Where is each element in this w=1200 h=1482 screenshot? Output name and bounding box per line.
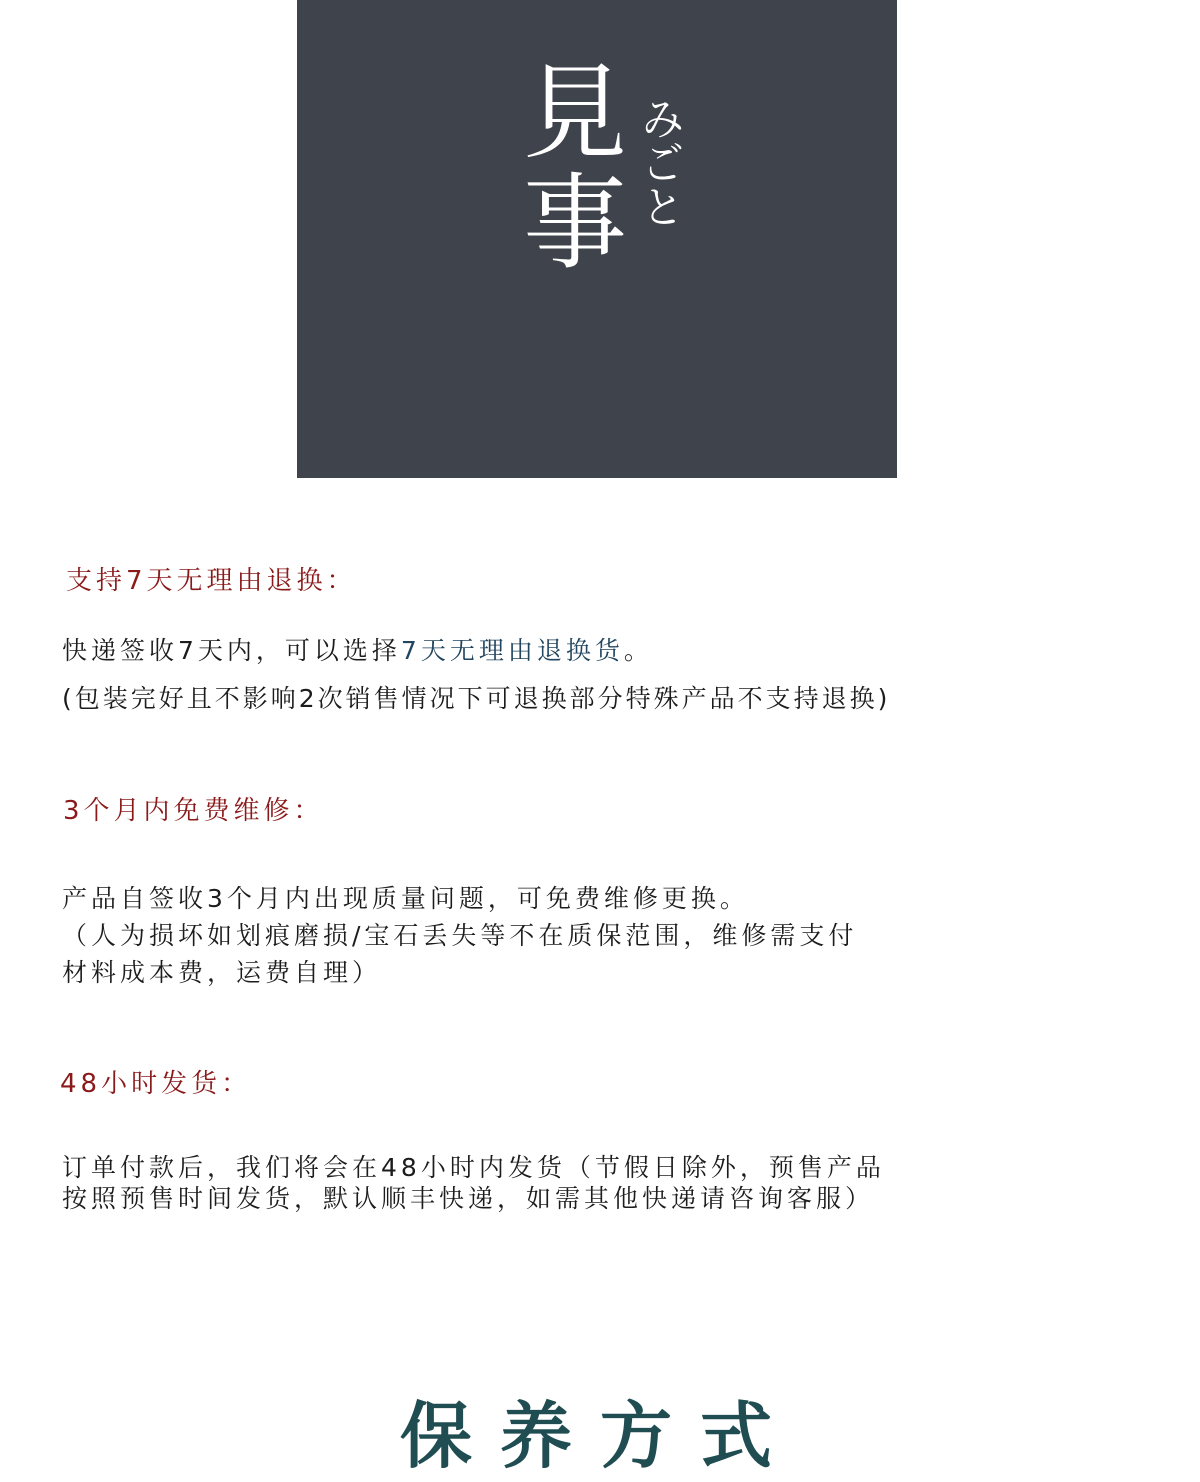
brand-logo-panel bbox=[297, 0, 897, 478]
returns-line1-highlight: 7天无理由退换货 bbox=[400, 636, 624, 665]
repair-line2: （人为损坏如划痕磨损/宝石丢失等不在质保范围，维修需支付 bbox=[62, 921, 858, 950]
logo-kanji-line2: 事 bbox=[523, 162, 628, 284]
care-section-title: 保养方式 bbox=[400, 1394, 801, 1478]
shipping-heading: 48小时发货： bbox=[60, 1069, 252, 1099]
shipping-line2: 按照预售时间发货，默认顺丰快递，如需其他快递请咨询客服） bbox=[62, 1184, 875, 1213]
returns-line1-suffix: 。 bbox=[623, 636, 653, 665]
returns-heading: 支持7天无理由退换： bbox=[66, 566, 357, 596]
repair-heading: 3个月内免费维修： bbox=[63, 796, 324, 826]
logo-kanji bbox=[523, 52, 628, 284]
repair-line3: 材料成本费，运费自理） bbox=[62, 958, 382, 987]
returns-line1 bbox=[62, 631, 653, 667]
returns-line1-prefix: 快递签收7天内，可以选择 bbox=[62, 636, 401, 665]
logo-kana: みごと bbox=[633, 96, 684, 228]
repair-line1: 产品自签收3个月内出现质量问题，可免费维修更换。 bbox=[62, 884, 749, 913]
shipping-line1: 订单付款后，我们将会在48小时内发货（节假日除外，预售产品 bbox=[62, 1153, 885, 1182]
returns-line2: (包装完好且不影响2次销售情况下可退换部分特殊产品不支持退换) bbox=[62, 684, 891, 713]
logo-kanji-line1: 見 bbox=[523, 52, 628, 174]
